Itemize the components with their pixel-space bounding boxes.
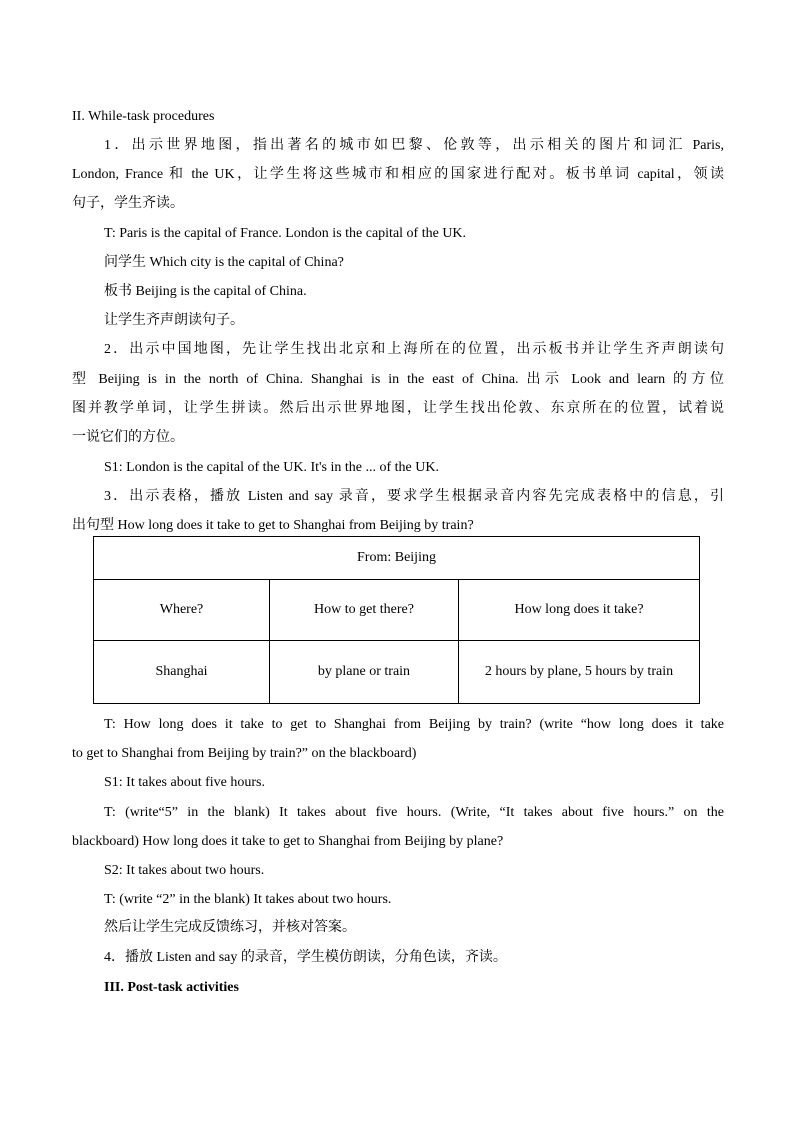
paragraph-3-line-2: 出句型 How long does it take to get to Shanghai from Beijing by train? bbox=[72, 518, 474, 533]
dialogue-line: S1: London is the capital of the UK. It's in the ... of the UK. bbox=[104, 460, 439, 475]
dialogue-line: 板书 Beijing is the capital of China. bbox=[104, 284, 307, 299]
dialogue-line-continued: blackboard) How long does it take to get to Shanghai from Beijing by plane? bbox=[72, 834, 504, 849]
paragraph-1-line-1: 1．出示世界地图，指出著名的城市如巴黎、伦敦等，出示相关的图片和词汇 Paris, bbox=[104, 138, 724, 153]
dialogue-line: S2: It takes about two hours. bbox=[104, 863, 265, 878]
dialogue-line: 问学生 Which city is the capital of China? bbox=[104, 255, 344, 270]
paragraph-4-line-1: 4．播放 Listen and say 的录音，学生模仿朗读，分角色读，齐读。 bbox=[104, 950, 507, 965]
paragraph-2-line-4: 一说它们的方位。 bbox=[72, 430, 184, 445]
travel-info-table bbox=[93, 536, 700, 704]
table-column-where: Where? bbox=[94, 580, 270, 641]
table-cell-duration: 2 hours by plane, 5 hours by train bbox=[459, 641, 700, 704]
table-header-cell: From: Beijing bbox=[94, 537, 700, 580]
section-heading-post-task: III. Post-task activities bbox=[104, 980, 239, 995]
paragraph-3-line-1: 3．出示表格，播放 Listen and say 录音，要求学生根据录音内容先完成表格中的信息，引 bbox=[104, 489, 724, 504]
instruction-line: 然后让学生完成反馈练习，并核对答案。 bbox=[104, 920, 356, 935]
dialogue-line: T: Paris is the capital of France. London is the capital of the UK. bbox=[104, 226, 467, 241]
paragraph-2-line-3: 图并教学单词，让学生拼读。然后出示世界地图，让学生找出伦敦、东京所在的位置，试着说 bbox=[72, 401, 724, 416]
dialogue-line: S1: It takes about five hours. bbox=[104, 775, 265, 790]
dialogue-line: 让学生齐声朗读句子。 bbox=[104, 313, 244, 328]
dialogue-line: T: (write“5” in the blank) It takes about five hours. (Write, “It takes about five hours.” on the bbox=[104, 805, 724, 820]
paragraph-2-line-1: 2．出示中国地图，先让学生找出北京和上海所在的位置，出示板书并让学生齐声朗读句 bbox=[104, 342, 724, 357]
table-cell-destination: Shanghai bbox=[94, 641, 270, 704]
paragraph-2-line-2: 型 Beijing is in the north of China. Shanghai is in the east of China. 出示 Look and learn 的方位 bbox=[72, 372, 724, 387]
dialogue-line: T: (write “2” in the blank) It takes about two hours. bbox=[104, 892, 392, 907]
table-cell-transport: by plane or train bbox=[270, 641, 459, 704]
table-column-how-long: How long does it take? bbox=[459, 580, 700, 641]
dialogue-line-continued: to get to Shanghai from Beijing by train?” on the blackboard) bbox=[72, 746, 417, 761]
dialogue-line: T: How long does it take to get to Shanghai from Beijing by train? (write “how long does it take bbox=[104, 717, 724, 732]
paragraph-1-line-3: 句子，学生齐读。 bbox=[72, 196, 184, 211]
section-heading-while-task: II. While-task procedures bbox=[72, 109, 215, 124]
paragraph-1-line-2: London, France 和 the UK，让学生将这些城市和相应的国家进行配对。板书单词 capital，领读 bbox=[72, 167, 724, 182]
table-column-how-to-get: How to get there? bbox=[270, 580, 459, 641]
